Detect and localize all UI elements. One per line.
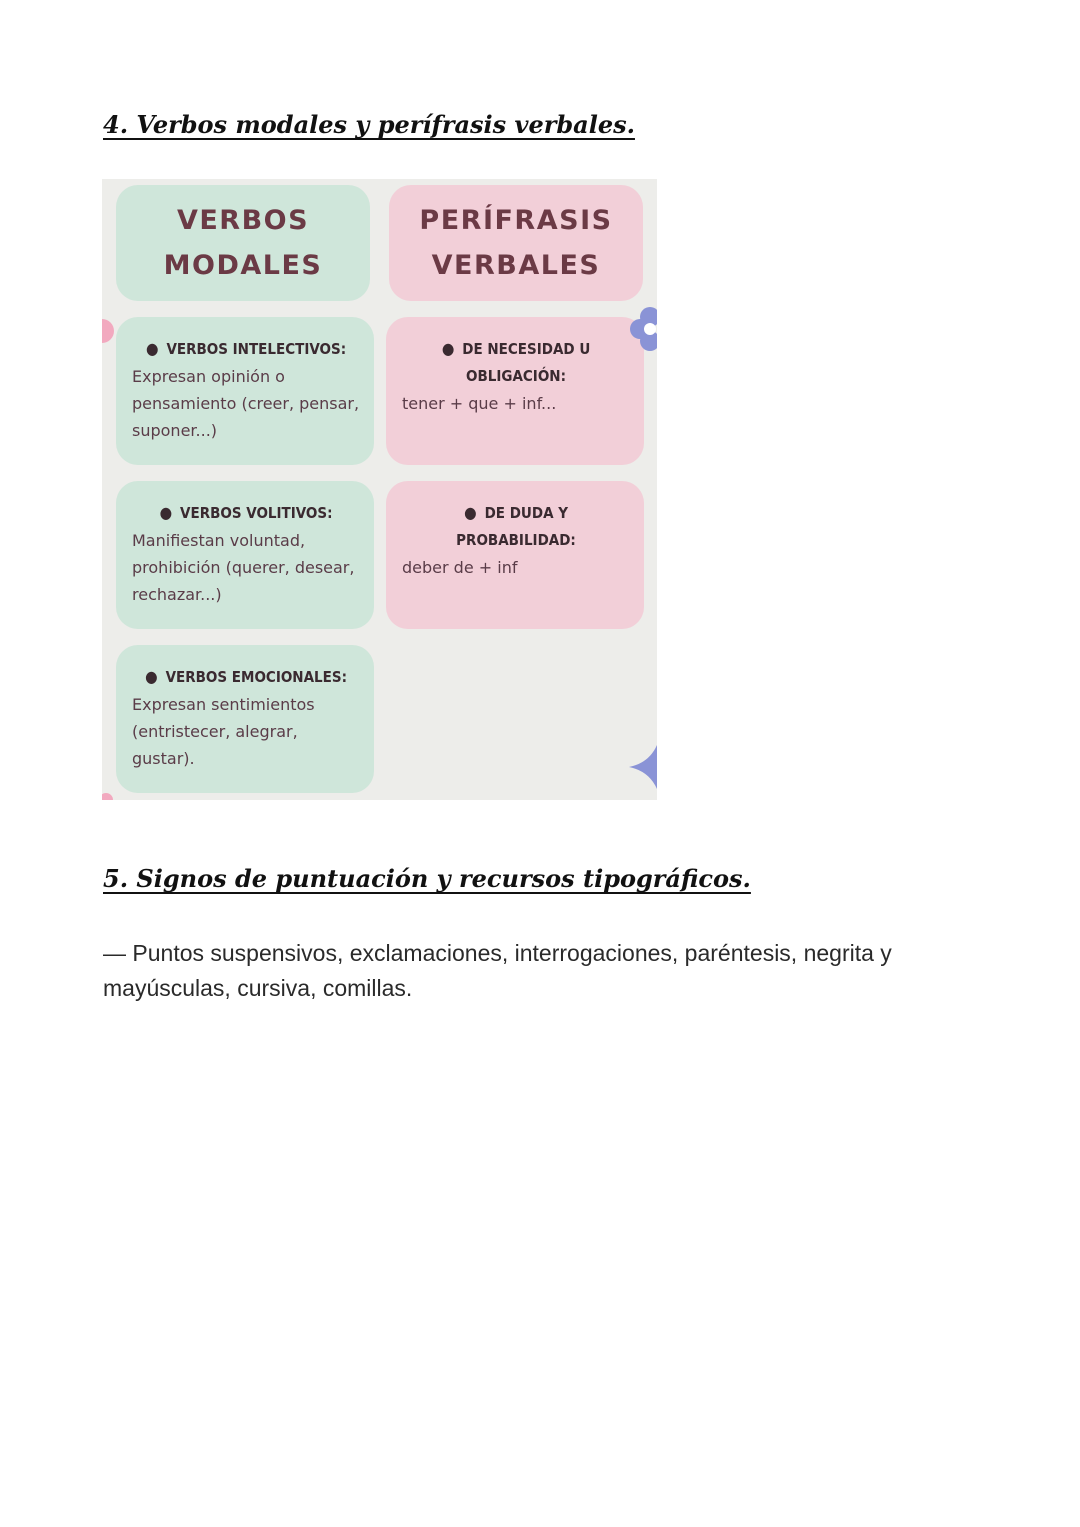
card-text: Expresan opinión o pensamiento (creer, pensar, suponer...) — [132, 367, 360, 440]
card-text: Expresan sentimientos (entristecer, alegrar, gustar). — [132, 695, 315, 768]
header-verbos-modales — [116, 185, 370, 301]
card-verbos-intelectivos — [116, 317, 374, 465]
section-5-heading: 5. Signos de puntuación y recursos tipográficos. — [103, 864, 751, 893]
card-title: VERBOS VOLITIVOS: — [180, 504, 333, 522]
pink-flower-decoration-icon — [102, 311, 116, 351]
card-text: tener + que + inf... — [402, 394, 557, 413]
bullet-icon: ● — [145, 339, 159, 358]
card-necesidad-obligacion — [386, 317, 644, 465]
blue-star-decoration-icon — [629, 745, 657, 789]
section-5-paragraph: — Puntos suspensivos, exclamaciones, interrogaciones, paréntesis, negrita y mayúsculas, cursiva, comillas. — [103, 940, 892, 1001]
bullet-icon: ● — [159, 503, 173, 522]
card-verbos-volitivos — [116, 481, 374, 629]
card-verbos-emocionales — [116, 645, 374, 793]
card-title: VERBOS INTELECTIVOS: — [166, 340, 347, 358]
bullet-icon: ● — [464, 503, 477, 522]
header-verbos-modales-label: VERBOS MODALES — [163, 205, 323, 281]
card-text: Manifiestan voluntad, prohibición (querer, desear, rechazar...) — [132, 531, 355, 604]
card-duda-probabilidad — [386, 481, 644, 629]
card-title: DE NECESIDAD U OBLIGACIÓN: — [462, 340, 591, 385]
bullet-icon: ● — [441, 339, 455, 358]
header-perifrasis-verbales — [389, 185, 643, 301]
card-text: deber de + inf — [402, 558, 518, 577]
bullet-icon: ● — [145, 667, 158, 686]
card-title: VERBOS EMOCIONALES: — [165, 668, 347, 686]
pink-petal-decoration-icon — [102, 785, 118, 800]
blue-flower-decoration-icon — [626, 303, 657, 355]
header-perifrasis-verbales-label: PERÍFRASIS VERBALES — [419, 205, 613, 281]
section-4-heading: 4. Verbos modales y perífrasis verbales. — [103, 110, 635, 139]
card-title: DE DUDA Y PROBABILIDAD: — [456, 504, 576, 549]
verbs-infographic — [102, 179, 657, 800]
